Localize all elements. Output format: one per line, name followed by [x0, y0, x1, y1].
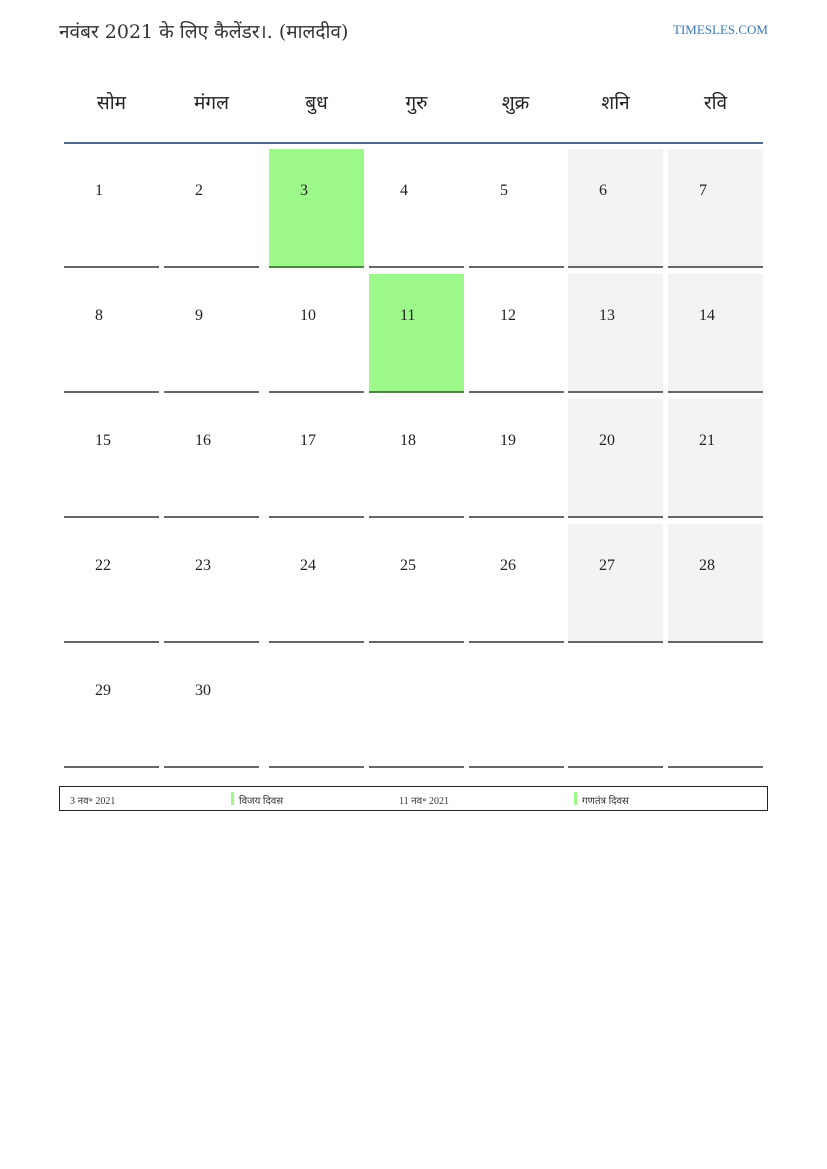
- calendar-day-30[interactable]: [164, 649, 259, 768]
- legend-date-2: 11 नव॰ 2021: [399, 796, 449, 807]
- day-number: 28: [699, 557, 715, 574]
- day-number: 8: [95, 307, 103, 324]
- day-number: 10: [300, 307, 316, 324]
- calendar-day-10[interactable]: [269, 274, 364, 393]
- calendar-day-2[interactable]: [164, 149, 259, 268]
- calendar-day-23[interactable]: [164, 524, 259, 643]
- calendar-day-8[interactable]: [64, 274, 159, 393]
- weekday-fri: शुक्र: [501, 92, 530, 114]
- day-number: 9: [195, 307, 203, 324]
- weekday-wed: बुध: [305, 92, 328, 114]
- legend-date-1: 3 नव॰ 2021: [70, 796, 116, 807]
- calendar-empty-cell: [568, 649, 663, 768]
- day-number: 29: [95, 682, 111, 699]
- weekday-tue: मंगल: [194, 92, 229, 114]
- calendar-day-12[interactable]: [469, 274, 564, 393]
- day-number: 14: [699, 307, 715, 324]
- header-rule: [64, 142, 763, 144]
- day-number: 4: [400, 182, 408, 199]
- calendar-day-29[interactable]: [64, 649, 159, 768]
- weekday-sun: रवि: [703, 92, 728, 114]
- legend-name-1: विजय दिवस: [239, 796, 284, 807]
- calendar-empty-cell: [668, 649, 763, 768]
- day-number: 7: [699, 182, 707, 199]
- day-number: 2: [195, 182, 203, 199]
- calendar-empty-cell: [269, 649, 364, 768]
- day-number: 13: [599, 307, 615, 324]
- legend-swatch-2: [574, 792, 577, 805]
- calendar-day-6[interactable]: [568, 149, 663, 268]
- day-number: 25: [400, 557, 416, 574]
- calendar-empty-cell: [469, 649, 564, 768]
- calendar-day-3[interactable]: [269, 149, 364, 268]
- calendar-day-15[interactable]: [64, 399, 159, 518]
- calendar-day-13[interactable]: [568, 274, 663, 393]
- day-number: 26: [500, 557, 516, 574]
- calendar-day-11[interactable]: [369, 274, 464, 393]
- weekday-mon: सोम: [96, 92, 127, 114]
- page-title: नवंबर 2021 के लिए कैलेंडर।. (मालदीव): [59, 21, 349, 43]
- calendar-day-22[interactable]: [64, 524, 159, 643]
- calendar-day-19[interactable]: [469, 399, 564, 518]
- calendar-day-21[interactable]: [668, 399, 763, 518]
- calendar-day-5[interactable]: [469, 149, 564, 268]
- calendar-day-24[interactable]: [269, 524, 364, 643]
- calendar-empty-cell: [369, 649, 464, 768]
- legend-swatch-1: [231, 792, 234, 805]
- weekday-thu: गुरु: [405, 92, 428, 114]
- day-number: 15: [95, 432, 111, 449]
- day-number: 24: [300, 557, 316, 574]
- calendar-day-28[interactable]: [668, 524, 763, 643]
- calendar-day-26[interactable]: [469, 524, 564, 643]
- day-number: 1: [95, 182, 103, 199]
- calendar-day-16[interactable]: [164, 399, 259, 518]
- weekday-sat: शनि: [601, 92, 630, 114]
- day-number: 12: [500, 307, 516, 324]
- day-number: 5: [500, 182, 508, 199]
- day-number: 21: [699, 432, 715, 449]
- day-number: 17: [300, 432, 316, 449]
- calendar-day-7[interactable]: [668, 149, 763, 268]
- legend-name-2: गणतंत्र दिवस: [582, 796, 629, 807]
- calendar-day-27[interactable]: [568, 524, 663, 643]
- weekday-header: [64, 78, 763, 142]
- site-link[interactable]: TIMESLES.COM: [673, 22, 768, 37]
- calendar-day-18[interactable]: [369, 399, 464, 518]
- day-number: 19: [500, 432, 516, 449]
- day-number: 20: [599, 432, 615, 449]
- calendar-day-17[interactable]: [269, 399, 364, 518]
- day-number: 18: [400, 432, 416, 449]
- calendar-day-25[interactable]: [369, 524, 464, 643]
- day-number: 6: [599, 182, 607, 199]
- day-number: 3: [300, 182, 308, 199]
- calendar-day-9[interactable]: [164, 274, 259, 393]
- day-number: 16: [195, 432, 211, 449]
- calendar-day-20[interactable]: [568, 399, 663, 518]
- day-number: 27: [599, 557, 615, 574]
- day-number: 23: [195, 557, 211, 574]
- calendar-day-14[interactable]: [668, 274, 763, 393]
- day-number: 30: [195, 682, 211, 699]
- holiday-legend: [59, 786, 768, 811]
- calendar-day-1[interactable]: [64, 149, 159, 268]
- calendar-day-4[interactable]: [369, 149, 464, 268]
- day-number: 11: [400, 307, 416, 324]
- day-number: 22: [95, 557, 111, 574]
